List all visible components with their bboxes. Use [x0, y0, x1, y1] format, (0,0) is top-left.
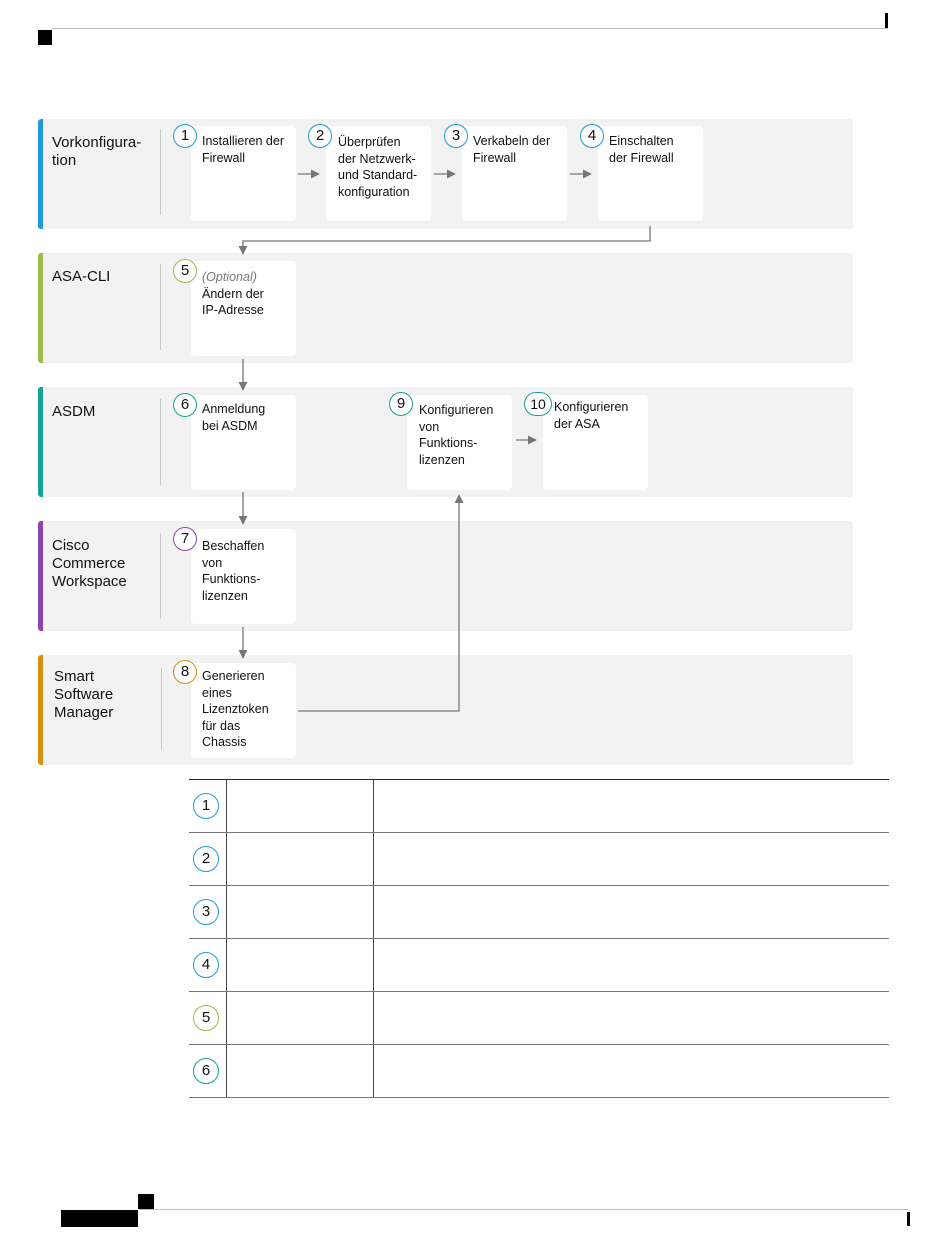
legend-description-cell	[374, 1045, 890, 1098]
table-row	[189, 939, 889, 992]
table-row	[189, 886, 889, 939]
step-6-label: Anmeldung bei ASDM	[202, 402, 266, 433]
legend-number-badge: 4	[193, 952, 219, 978]
step-4-label: Einschalten der Firewall	[609, 134, 674, 165]
arrow-4-to-5	[243, 226, 650, 254]
step-2-label: Überprüfen der Netzwerk- und Standard- konfiguration	[338, 135, 418, 199]
lane-title: ASA-CLI	[52, 268, 111, 285]
legend-step-cell	[227, 886, 374, 939]
lane-title: Smart Software Manager	[54, 668, 114, 721]
legend-description-cell	[374, 939, 890, 992]
legend-description-cell	[374, 992, 890, 1045]
legend-number-badge: 2	[193, 846, 219, 872]
step-3-number-badge: 3	[444, 124, 468, 148]
legend-number-badge: 5	[193, 1005, 219, 1031]
legend-number-badge: 3	[193, 899, 219, 925]
legend-description-cell	[374, 833, 890, 886]
legend-description-cell	[374, 780, 890, 833]
legend-step-cell	[227, 780, 374, 833]
step-2-number-badge: 2	[308, 124, 332, 148]
arrow-8-to-9	[298, 495, 459, 711]
step-8-label: Generieren eines Lizenztoken für das Chassis	[202, 669, 269, 749]
lane-title: ASDM	[52, 403, 96, 420]
optional-tag: (Optional)	[202, 270, 257, 284]
lane-title: Vorkonfigura- tion	[52, 134, 142, 169]
step-10-label: Konfigurieren der ASA	[554, 400, 629, 431]
legend-step-cell	[227, 992, 374, 1045]
lane-title: Cisco Commerce Workspace	[52, 537, 127, 590]
step-9-label: Konfigurieren von Funktions- lizenzen	[419, 403, 494, 467]
table-row	[189, 833, 889, 886]
step-3-label: Verkabeln der Firewall	[473, 134, 551, 165]
step-1-number-badge: 1	[173, 124, 197, 148]
step-7-label: Beschaffen von Funktions- lizenzen	[202, 539, 265, 603]
step-1-label: Installieren der Firewall	[202, 134, 284, 165]
step-5-number-badge: 5	[173, 259, 197, 283]
legend-description-cell	[374, 886, 890, 939]
table-row	[189, 780, 889, 833]
step-4-number-badge: 4	[580, 124, 604, 148]
legend-step-cell	[227, 939, 374, 992]
legend-number-badge: 1	[193, 793, 219, 819]
legend-step-cell	[227, 1045, 374, 1098]
step-legend-table	[189, 779, 889, 1098]
table-row	[189, 992, 889, 1045]
step-10-number-badge: 10	[524, 392, 552, 416]
step-8-number-badge: 8	[173, 660, 197, 684]
table-row	[189, 1045, 889, 1098]
step-9-number-badge: 9	[389, 392, 413, 416]
legend-number-badge: 6	[193, 1058, 219, 1084]
legend-step-cell	[227, 833, 374, 886]
step-5-label: (Optional) Ändern der IP-Adresse	[202, 270, 264, 317]
step-7-number-badge: 7	[173, 527, 197, 551]
step-6-number-badge: 6	[173, 393, 197, 417]
